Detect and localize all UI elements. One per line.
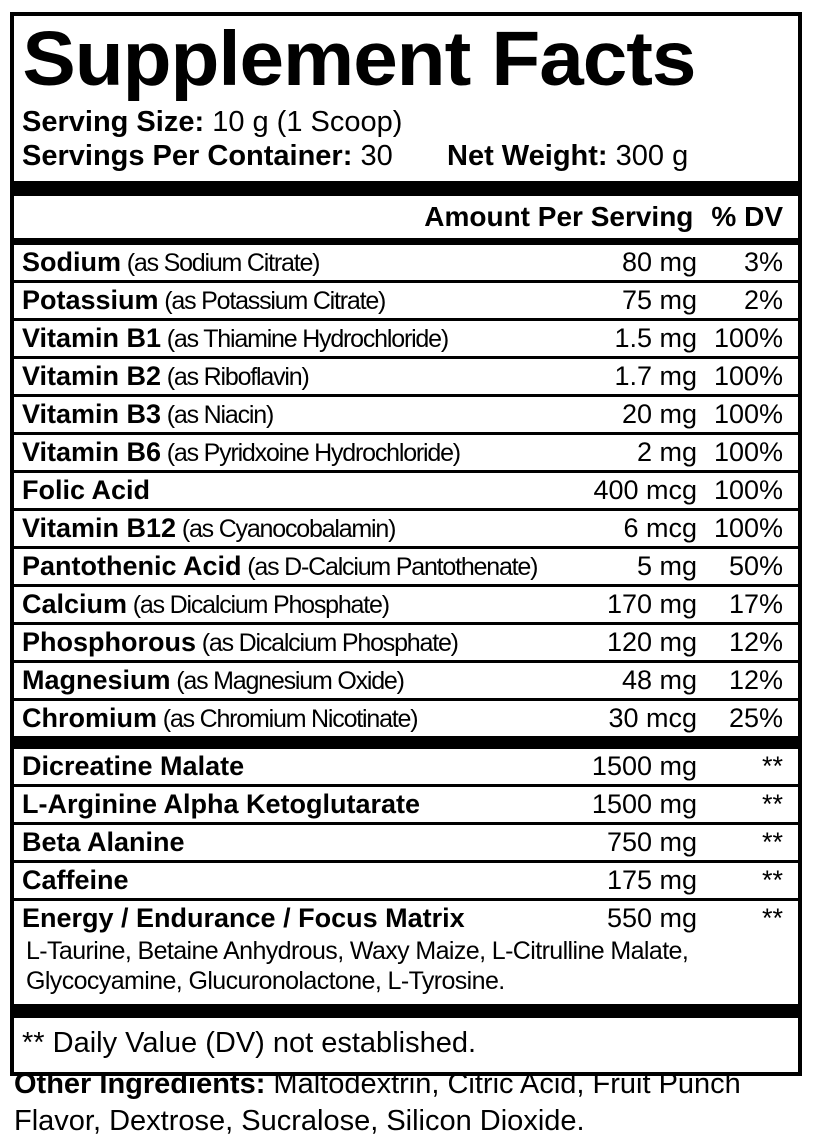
amount-cell: 6 mcg <box>623 512 697 543</box>
ingredient-name-cell <box>22 627 607 658</box>
amount-cell: 175 mg <box>606 864 697 895</box>
table-row-line <box>14 749 798 784</box>
blend-table <box>14 749 798 1004</box>
table-row-line <box>14 587 798 622</box>
amount-cell: 1.5 mg <box>614 322 697 353</box>
ingredient-name: Vitamin B1 <box>22 322 162 353</box>
other-ingredients-value: Maltodextrin, Citric Acid, Fruit Punch Flavor, Dextrose, Sucralose, Silicon Dioxide. <box>14 1068 741 1137</box>
table-row <box>14 432 798 470</box>
amount-cell: 80 mg <box>621 246 697 277</box>
table-row-line <box>14 359 798 394</box>
table-row-line <box>14 901 798 936</box>
table-row-line <box>14 245 798 280</box>
amount-cell: 48 mg <box>621 664 697 695</box>
ingredient-name: Sodium <box>22 246 121 277</box>
ingredient-name-cell <box>22 551 637 582</box>
other-ingredients-label: Other Ingredients: <box>14 1068 266 1100</box>
ingredient-name-cell <box>22 513 623 544</box>
ingredient-name-cell <box>22 323 614 354</box>
table-row <box>14 698 798 736</box>
panel-title: Supplement Facts <box>22 16 696 102</box>
amount-cell: 1.7 mg <box>614 360 697 391</box>
net-weight <box>447 139 688 173</box>
divider-bar-middle <box>14 736 798 749</box>
amount-cell: 750 mg <box>606 826 697 857</box>
divider-bar-top <box>14 181 798 196</box>
facts-panel <box>10 12 802 1076</box>
table-row <box>14 749 798 784</box>
amount-cell: 120 mg <box>606 626 697 657</box>
table-row <box>14 898 798 1004</box>
ingredient-name-cell <box>22 903 607 934</box>
table-row <box>14 318 798 356</box>
table-row <box>14 394 798 432</box>
amount-cell: 5 mg <box>636 550 697 581</box>
table-row <box>14 508 798 546</box>
ingredient-source: (as Chromium Nicotinate) <box>157 704 418 733</box>
ingredient-source: (as D-Calcium Pantothenate) <box>241 552 538 581</box>
dv-cell: ** <box>761 902 783 933</box>
table-row <box>14 546 798 584</box>
amount-cell: 170 mg <box>606 588 697 619</box>
dv-cell: 25% <box>728 702 783 733</box>
table-row-line <box>14 863 798 898</box>
column-header-row <box>14 196 798 238</box>
ingredient-source: (as Magnesium Oxide) <box>170 666 404 695</box>
amount-cell: 1500 mg <box>591 788 697 819</box>
ingredient-source: (as Niacin) <box>161 400 274 429</box>
ingredient-source: (as Potassium Citrate) <box>158 286 386 315</box>
amount-cell: 20 mg <box>621 398 697 429</box>
table-row-line <box>14 321 798 356</box>
ingredient-name-cell <box>22 247 622 278</box>
ingredient-name: Caffeine <box>22 864 129 895</box>
amount-cell: 30 mcg <box>608 702 697 733</box>
ingredient-name: Folic Acid <box>22 474 151 505</box>
dv-cell: 12% <box>728 664 783 695</box>
ingredient-name: Vitamin B6 <box>22 436 162 467</box>
nutrients-table <box>14 245 798 736</box>
table-row <box>14 622 798 660</box>
ingredient-name: Vitamin B2 <box>22 360 162 391</box>
table-row-line <box>14 701 798 736</box>
dv-cell: ** <box>761 750 783 781</box>
ingredient-name-cell <box>22 399 622 430</box>
table-row-line <box>14 283 798 318</box>
ingredient-name: Vitamin B3 <box>22 398 162 429</box>
dv-cell: ** <box>761 864 783 895</box>
ingredient-name: L-Arginine Alpha Ketoglutarate <box>22 788 421 819</box>
ingredient-name: Vitamin B12 <box>22 512 177 543</box>
serving-size-label: Serving Size: <box>22 106 205 139</box>
divider-bar-header <box>14 238 798 245</box>
servings-per-container <box>22 140 393 172</box>
ingredient-source: (as Dicalcium Phosphate) <box>196 628 458 657</box>
dv-cell: 50% <box>728 550 783 581</box>
ingredient-source: (as Riboflavin) <box>161 362 309 391</box>
table-row <box>14 822 798 860</box>
ingredient-source: (as Pyridxoine Hydrochloride) <box>161 438 460 467</box>
dv-cell: 100% <box>713 322 783 353</box>
table-row-line <box>14 397 798 432</box>
percent-dv-header: % DV <box>711 200 783 232</box>
amount-cell: 2 mg <box>636 436 697 467</box>
ingredient-name-cell <box>22 665 622 696</box>
ingredient-name: Calcium <box>22 588 128 619</box>
dv-cell: 3% <box>743 246 783 277</box>
table-row <box>14 784 798 822</box>
servings-per-container-label: Servings Per Container: <box>22 140 353 173</box>
dv-cell: 100% <box>713 360 783 391</box>
table-row-line <box>14 825 798 860</box>
amount-per-serving-header: Amount Per Serving <box>424 200 694 232</box>
ingredient-name-cell <box>22 361 614 392</box>
table-row <box>14 245 798 280</box>
ingredient-name-cell <box>22 751 592 782</box>
ingredient-name: Dicreatine Malate <box>22 750 245 781</box>
amount-cell: 550 mg <box>606 902 697 933</box>
ingredient-name-cell <box>22 827 607 858</box>
table-row-line <box>14 663 798 698</box>
servings-per-container-value: 30 <box>360 140 393 173</box>
amount-cell: 75 mg <box>621 284 697 315</box>
ingredient-name-cell <box>22 285 622 316</box>
table-row-line <box>14 625 798 660</box>
amount-cell: 1500 mg <box>591 750 697 781</box>
ingredient-name: Potassium <box>22 284 159 315</box>
dv-cell: 12% <box>728 626 783 657</box>
ingredient-name-cell <box>22 475 593 506</box>
dv-cell: 100% <box>713 474 783 505</box>
ingredient-name: Chromium <box>22 702 157 733</box>
table-row <box>14 280 798 318</box>
dv-cell: 100% <box>713 436 783 467</box>
servings-net-weight-line <box>14 139 798 173</box>
ingredient-name-cell <box>22 703 608 734</box>
ingredient-name-cell <box>22 437 637 468</box>
ingredient-name-cell <box>22 589 607 620</box>
amount-cell: 400 mcg <box>593 474 697 505</box>
net-weight-value: 300 g <box>615 140 689 173</box>
table-row-line <box>14 549 798 584</box>
table-row-line <box>14 435 798 470</box>
ingredient-source: (as Sodium Citrate) <box>121 248 320 277</box>
ingredient-name: Beta Alanine <box>22 826 185 857</box>
ingredient-name: Phosphorous <box>22 626 196 657</box>
ingredient-name: Pantothenic Acid <box>22 550 242 581</box>
table-row <box>14 660 798 698</box>
ingredient-source: (as Thiamine Hydrochloride) <box>161 324 448 353</box>
dv-cell: 17% <box>728 588 783 619</box>
ingredient-source: (as Cyanocobalamin) <box>176 514 396 543</box>
table-row-line <box>14 511 798 546</box>
net-weight-label: Net Weight: <box>447 140 608 173</box>
dv-cell: ** <box>761 788 783 819</box>
ingredient-name-cell <box>22 865 607 896</box>
ingredient-source: (as Dicalcium Phosphate) <box>127 590 389 619</box>
other-ingredients <box>14 1066 770 1137</box>
table-row-line <box>14 787 798 822</box>
serving-size-value: 10 g (1 Scoop) <box>212 106 403 139</box>
table-row-line <box>14 473 798 508</box>
dv-footnote: ** Daily Value (DV) not established. <box>22 1026 477 1059</box>
dv-cell: 2% <box>743 284 783 315</box>
ingredient-name-cell <box>22 789 592 820</box>
ingredient-name: Magnesium <box>22 664 171 695</box>
ingredient-name: Energy / Endurance / Focus Matrix <box>22 902 465 933</box>
divider-bar-bottom <box>14 1004 798 1018</box>
serving-size-line <box>14 105 798 139</box>
table-row <box>14 470 798 508</box>
table-row <box>14 584 798 622</box>
dv-cell: 100% <box>713 398 783 429</box>
blend-sub-ingredients: L-Taurine, Betaine Anhydrous, Waxy Maize, L-Citrulline Malate, Glycocyamine, Glucuronolactone, L-Tyrosine. <box>26 936 689 995</box>
dv-cell: 100% <box>713 512 783 543</box>
table-row <box>14 860 798 898</box>
dv-cell: ** <box>761 826 783 857</box>
table-row <box>14 356 798 394</box>
